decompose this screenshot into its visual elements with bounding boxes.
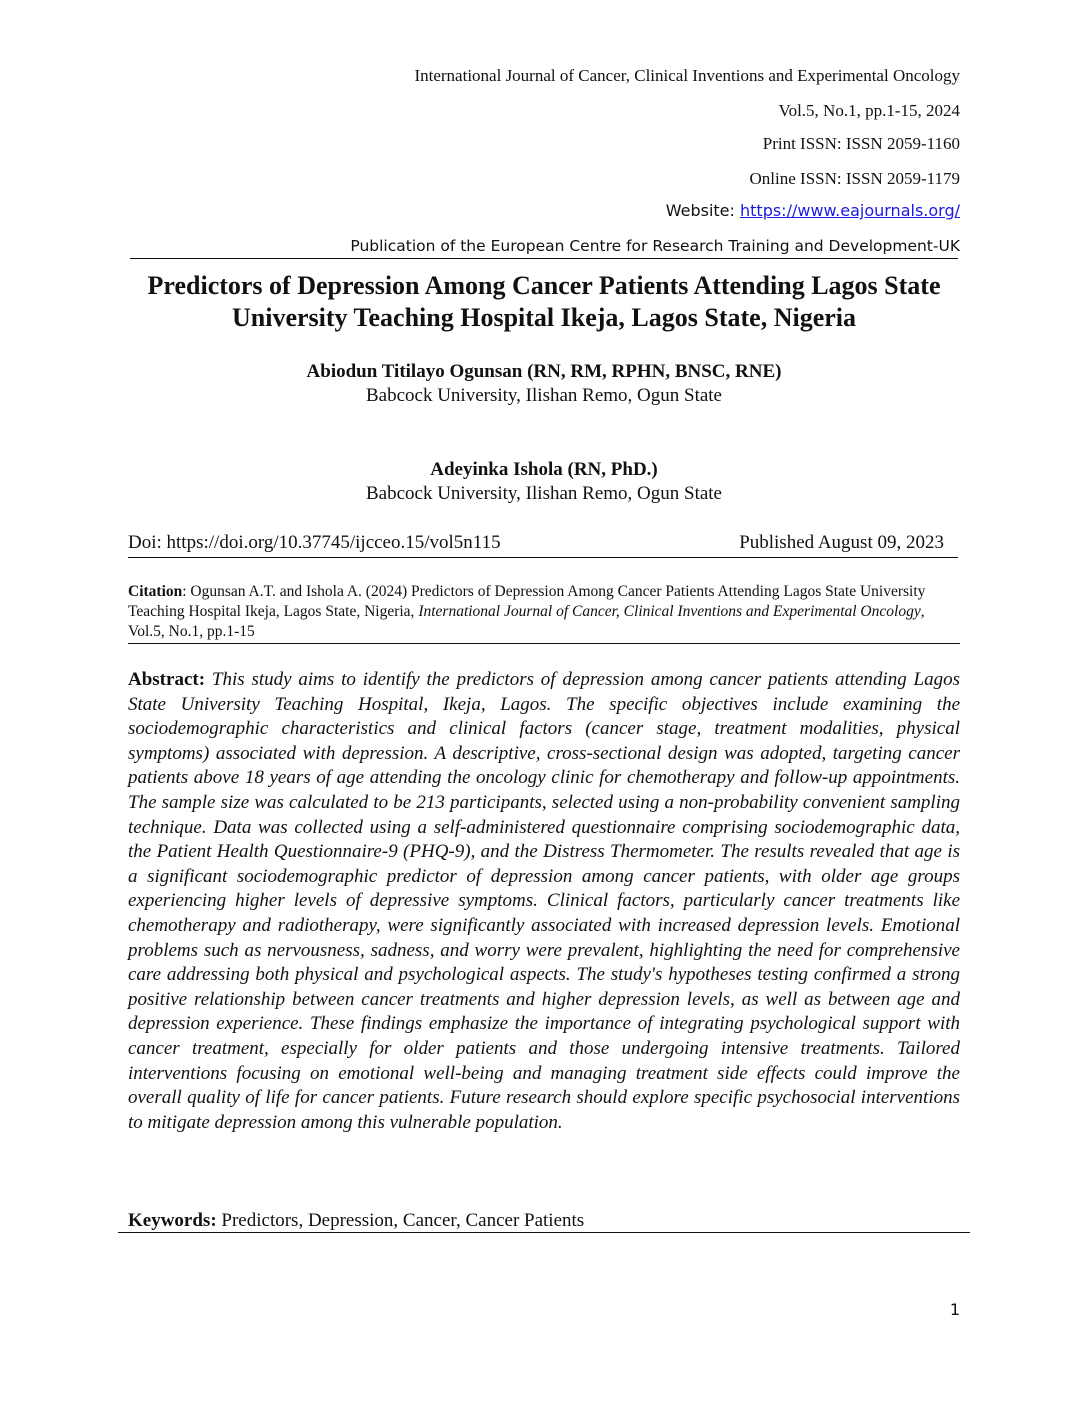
- header-divider: [130, 258, 958, 259]
- abstract-label: Abstract:: [128, 669, 206, 690]
- publisher-line: Publication of the European Centre for Research Training and Development-UK: [350, 237, 960, 255]
- website-label: Website:: [665, 201, 740, 220]
- author-name: Abiodun Titilayo Ogunsan (RN, RM, RPHN, BNSC, RNE): [306, 361, 782, 382]
- abstract-block: [128, 668, 960, 1135]
- author-block: [0, 360, 1088, 408]
- abstract-text: This study aims to identify the predictors of depression among cancer patients attending Lagos State University Teaching Hospital, Ikeja, Lagos. The specific objectives include examining the sociodemographic characteristics and clinical factors (cancer stage, treatment modalities, physical symptoms) associated with depression. A descriptive, cross-sectional design was adopted, targeting cancer patients above 18 years of age attending the oncology clinic for chemotherapy and follow-up appointments. The sample size was calculated to be 213 participants, selected using a non-probability convenient sampling technique. Data was collected using a self-administered questionnaire comprising sociodemographic data, the Patient Health Questionnaire-9 (PHQ-9), and the Distress Thermometer. The results revealed that age is a significant sociodemographic predictor of depression among cancer patients, with older age groups experiencing higher levels of depressive symptoms. Clinical factors, particularly cancer treatments like chemotherapy and radiotherapy, were significantly associated with increased depression levels. Emotional problems such as nervousness, sadness, and worry were prevalent, highlighting the need for comprehensive care addressing both physical and psychological aspects. The study's hypotheses testing confirmed a strong positive relationship between cancer treatments and higher depression levels, as well as between age and depression experience. These findings emphasize the importance of integrating psychological support with cancer treatment, especially for older patients and those undergoing intensive treatments. Tailored interventions focusing on emotional well-being and managing treatment side effects could improve the overall quality of life for cancer patients. Future research should explore specific psychosocial interventions to mitigate depression among this vulnerable population.: [128, 669, 961, 1133]
- print-issn: Print ISSN: ISSN 2059-1160: [762, 134, 960, 153]
- website-line: [666, 201, 960, 221]
- page-number: 1: [949, 1300, 960, 1319]
- citation-label: Citation: [128, 583, 183, 600]
- citation-block: [128, 582, 960, 642]
- author-block: [0, 458, 1088, 506]
- doi-text[interactable]: Doi: https://doi.org/10.37745/ijcceo.15/vol5n115: [128, 532, 501, 553]
- author-affiliation: Babcock University, Ilishan Remo, Ogun State: [365, 483, 722, 504]
- citation-journal: International Journal of Cancer, Clinical Inventions and Experimental Oncology: [418, 603, 921, 620]
- paper-title: Predictors of Depression Among Cancer Patients Attending Lagos State University Teaching Hospital Ikeja, Lagos State, Nigeria: [147, 271, 941, 332]
- journal-name: International Journal of Cancer, Clinical Inventions and Experimental Oncology: [414, 66, 960, 85]
- author-name: Adeyinka Ishola (RN, PhD.): [430, 459, 658, 480]
- citation-text: : Ogunsan A.T. and Ishola A. (2024) Predictors of Depression Among Cancer Patients Attending Lagos State University Teaching Hospital Ikeja, Lagos State, Nigeria,: [128, 583, 926, 620]
- citation-volume: , Vol.5, No.1, pp.1-15: [128, 603, 925, 640]
- doi-row: [128, 531, 958, 555]
- keywords-label: Keywords:: [128, 1210, 217, 1231]
- website-link[interactable]: https://www.eajournals.org/: [740, 201, 960, 220]
- volume-info: Vol.5, No.1, pp.1-15, 2024: [778, 101, 960, 120]
- online-issn: Online ISSN: ISSN 2059-1179: [749, 169, 960, 188]
- citation-divider: [128, 643, 960, 644]
- published-date: Published August 09, 2023: [739, 532, 944, 553]
- author-affiliation: Babcock University, Ilishan Remo, Ogun State: [365, 385, 722, 406]
- doi-divider: [128, 557, 958, 558]
- keywords-text: Predictors, Depression, Cancer, Cancer Patients: [216, 1210, 585, 1231]
- keywords-divider: [118, 1232, 970, 1233]
- keywords-block: [128, 1209, 960, 1233]
